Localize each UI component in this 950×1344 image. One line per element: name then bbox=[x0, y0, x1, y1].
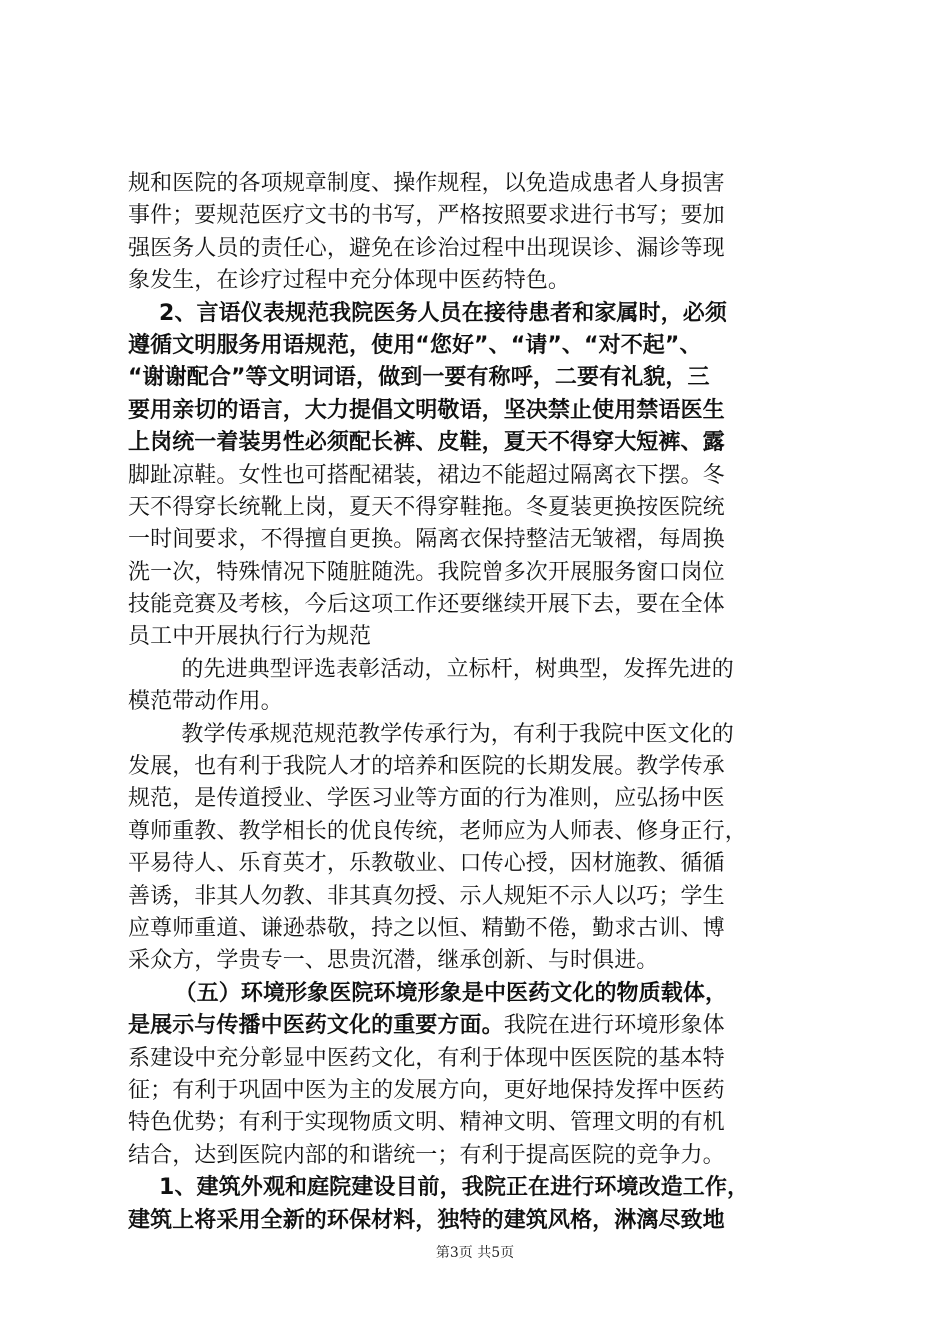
text-line: 尊师重教、教学相长的优良传统，老师应为人师表、修身正行， bbox=[128, 818, 747, 844]
text-line: 特色优势；有利于实现物质文明、精神文明、管理文明的有机 bbox=[128, 1110, 725, 1136]
text-line: 教学传承规范规范教学传承行为，有利于我院中医文化的 bbox=[128, 721, 734, 747]
text-line: 脚趾凉鞋。女性也可搭配裙装，裙边不能超过隔离衣下摆。冬 bbox=[128, 462, 725, 488]
text-line: 遵循文明服务用语规范，使用“您好”、“请”、“对不起”、 bbox=[128, 332, 702, 358]
text-line: 洗一次，特殊情况下随脏随洗。我院曾多次开展服务窗口岗位 bbox=[128, 559, 725, 585]
text-line: 的先进典型评选表彰活动，立标杆，树典型，发挥先进的 bbox=[128, 656, 734, 682]
text-line: 技能竞赛及考核，今后这项工作还要继续开展下去，要在全体 bbox=[128, 592, 725, 618]
text-line: 事件；要规范医疗文书的书写，严格按照要求进行书写；要加 bbox=[128, 203, 725, 229]
text-line: 一时间要求，不得擅自更换。隔离衣保持整洁无皱褶，每周换 bbox=[128, 527, 725, 553]
text-line: 员工中开展执行行为规范 bbox=[128, 624, 372, 650]
text-line: 强医务人员的责任心，避免在诊治过程中出现误诊、漏诊等现 bbox=[128, 235, 725, 261]
text-line: 系建设中充分彰显中医药文化，有利于体现中医医院的基本特 bbox=[128, 1045, 725, 1071]
text-line: 应尊师重道、谦逊恭敬，持之以恒、精勤不倦，勤求古训、博 bbox=[128, 915, 725, 941]
text-line: 规范，是传道授业、学医习业等方面的行为准则，应弘扬中医 bbox=[128, 786, 725, 812]
text-line: “谢谢配合”等文明词语，做到一要有称呼，二要有礼貌，三 bbox=[128, 365, 710, 391]
regular-text-segment: 我院在进行环境形象体 bbox=[503, 1013, 725, 1039]
page-footer: 第3页 共5页 bbox=[435, 1245, 515, 1261]
text-line: 结合，达到医院内部的和谐统一；有利于提高医院的竞争力。 bbox=[128, 1142, 725, 1168]
text-line: 善诱，非其人勿教、非其真勿授、示人规矩不示人以巧；学生 bbox=[128, 883, 725, 909]
text-line: 2、言语仪表规范我院医务人员在接待患者和家属时，必须 bbox=[128, 300, 727, 326]
text-line: 上岗统一着装男性必须配长裤、皮鞋，夏天不得穿大短裤、露 bbox=[128, 430, 725, 456]
text-line: 1、建筑外观和庭院建设目前，我院正在进行环境改造工作， bbox=[128, 1175, 750, 1201]
text-line: 建筑上将采用全新的环保材料，独特的建筑风格，淋漓尽致地 bbox=[128, 1207, 725, 1233]
text-line: 象发生，在诊疗过程中充分体现中医药特色。 bbox=[128, 268, 571, 294]
bold-text-segment: 是展示与传播中医药文化的重要方面。 bbox=[128, 1013, 504, 1039]
text-line: 要用亲切的语言，大力提倡文明敬语，坚决禁止使用禁语医生 bbox=[128, 397, 725, 423]
text-line: 发展，也有利于我院人才的培养和医院的长期发展。教学传承 bbox=[128, 754, 725, 780]
text-line: 征；有利于巩固中医为主的发展方向，更好地保持发挥中医药 bbox=[128, 1077, 725, 1103]
text-line: 规和医院的各项规章制度、操作规程，以免造成患者人身损害 bbox=[128, 171, 725, 196]
text-line: 天不得穿长统靴上岗，夏天不得穿鞋拖。冬夏装更换按医院统 bbox=[128, 494, 725, 520]
document-body bbox=[128, 168, 838, 1237]
text-line: 模范带动作用。 bbox=[128, 689, 283, 715]
text-line bbox=[128, 1010, 838, 1042]
text-line: （五）环境形象医院环境形象是中医药文化的物质载体， bbox=[128, 980, 728, 1006]
text-line: 采众方，学贵专一、思贵沉潜，继承创新、与时俱进。 bbox=[128, 948, 659, 974]
text-line: 平易待人、乐育英才，乐教敬业、口传心授，因材施教、循循 bbox=[128, 851, 725, 877]
